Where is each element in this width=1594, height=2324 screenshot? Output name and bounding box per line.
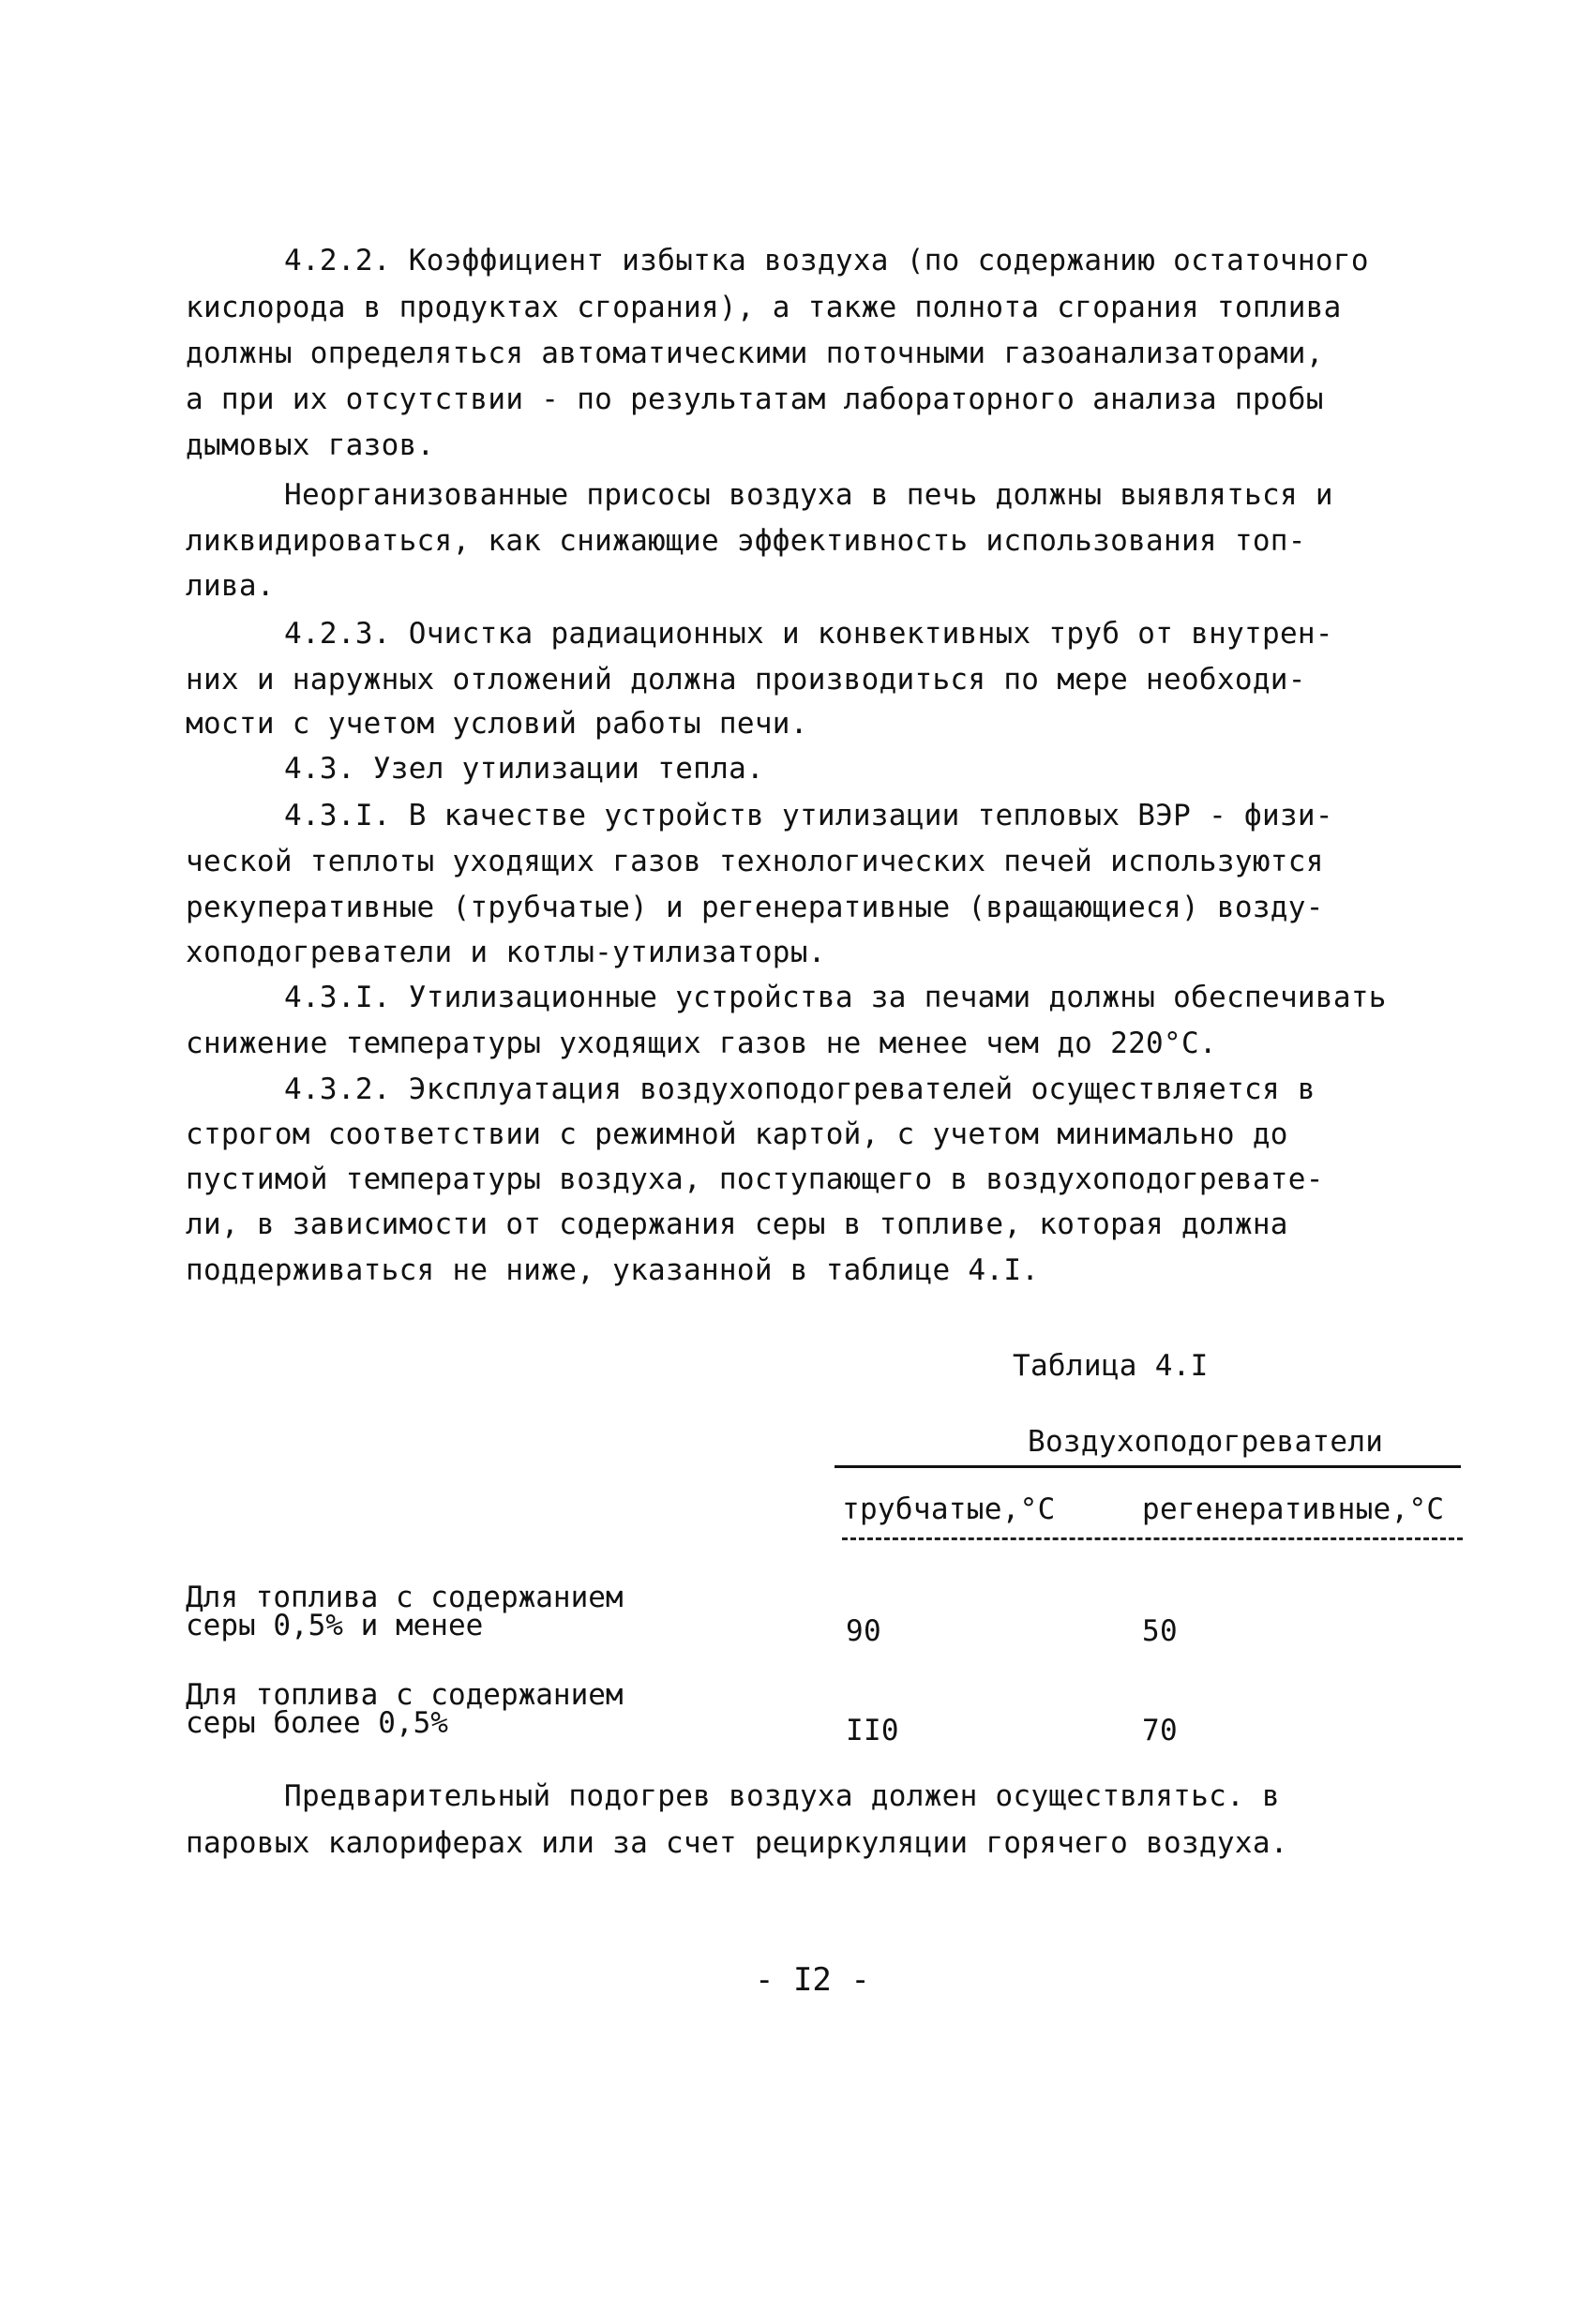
table-cell: 70 xyxy=(1142,1714,1178,1747)
table-cell: 90 xyxy=(846,1614,881,1648)
body-line: поддерживаться не ниже, указанной в таблице 4.I. xyxy=(186,1253,1040,1287)
body-line: должны определяться автоматическими поточными газоанализаторами, xyxy=(186,337,1324,370)
body-line: Неорганизованные присосы воздуха в печь должны выявляться и xyxy=(284,478,1333,512)
body-line: мости с учетом условий работы печи. xyxy=(186,707,808,741)
table-row-label: серы более 0,5% xyxy=(186,1706,448,1740)
table-column-header: регенеративные,°С xyxy=(1142,1492,1445,1526)
body-line: рекуперативные (трубчатые) и регенеративные (вращающиеся) возду- xyxy=(186,891,1324,924)
body-line: снижение температуры уходящих газов не менее чем до 220°С. xyxy=(186,1027,1217,1060)
body-line: 4.3.I. Утилизационные устройства за печами должны обеспечивать xyxy=(284,981,1387,1014)
body-line: 4.3.I. В качестве устройств утилизации тепловых ВЭР - физи- xyxy=(284,799,1333,832)
body-line: кислорода в продуктах сгорания), а также полнота сгорания топлива xyxy=(186,291,1342,324)
table-row-label: Для топлива с содержанием xyxy=(186,1678,624,1712)
body-line: а при их отсутствии - по результатам лабораторного анализа пробы xyxy=(186,382,1324,416)
body-line: 4.2.3. Очистка радиационных и конвективных труб от внутрен- xyxy=(284,617,1333,651)
body-line: пустимой температуры воздуха, поступающего в воздухоподогревате- xyxy=(186,1162,1324,1196)
body-line: ли, в зависимости от содержания серы в топливе, которая должна xyxy=(186,1207,1288,1241)
table-caption: Таблица 4.I xyxy=(1013,1349,1209,1383)
table-cell: II0 xyxy=(846,1714,899,1747)
table-row-label: серы 0,5% и менее xyxy=(186,1609,484,1642)
table-cell: 50 xyxy=(1142,1614,1178,1648)
body-line: них и наружных отложений должна производиться по мере необходи- xyxy=(186,663,1306,697)
table-column-header: трубчатые,°С xyxy=(842,1492,1056,1526)
table-header-rule xyxy=(835,1465,1461,1468)
body-line: дымовых газов. xyxy=(186,428,435,462)
body-line: хоподогреватели и котлы-утилизаторы. xyxy=(186,936,826,969)
table-column-rule xyxy=(842,1537,1463,1540)
body-line: паровых калориферах или за счет рециркуляции горячего воздуха. xyxy=(186,1826,1288,1860)
body-line: Предварительный подогрев воздуха должен осуществлятьс. в xyxy=(284,1779,1280,1813)
body-line: строгом соответствии с режимной картой, с учетом минимально до xyxy=(186,1117,1288,1151)
body-line: ческой теплоты уходящих газов технологических печей используются xyxy=(186,845,1324,878)
page-number: - I2 - xyxy=(755,1961,870,1999)
body-line: лива. xyxy=(186,569,275,603)
table-row-label: Для топлива с содержанием xyxy=(186,1581,624,1614)
section-heading: 4.3. Узел утилизации тепла. xyxy=(284,752,765,786)
table-group-header: Воздухоподогреватели xyxy=(1028,1425,1384,1459)
body-line: 4.3.2. Эксплуатация воздухоподогревателей осуществляется в xyxy=(284,1072,1316,1106)
body-line: ликвидироваться, как снижающие эффективность использования топ- xyxy=(186,524,1306,558)
body-line: 4.2.2. Коэффициент избытка воздуха (по содержанию остаточного xyxy=(284,244,1369,277)
